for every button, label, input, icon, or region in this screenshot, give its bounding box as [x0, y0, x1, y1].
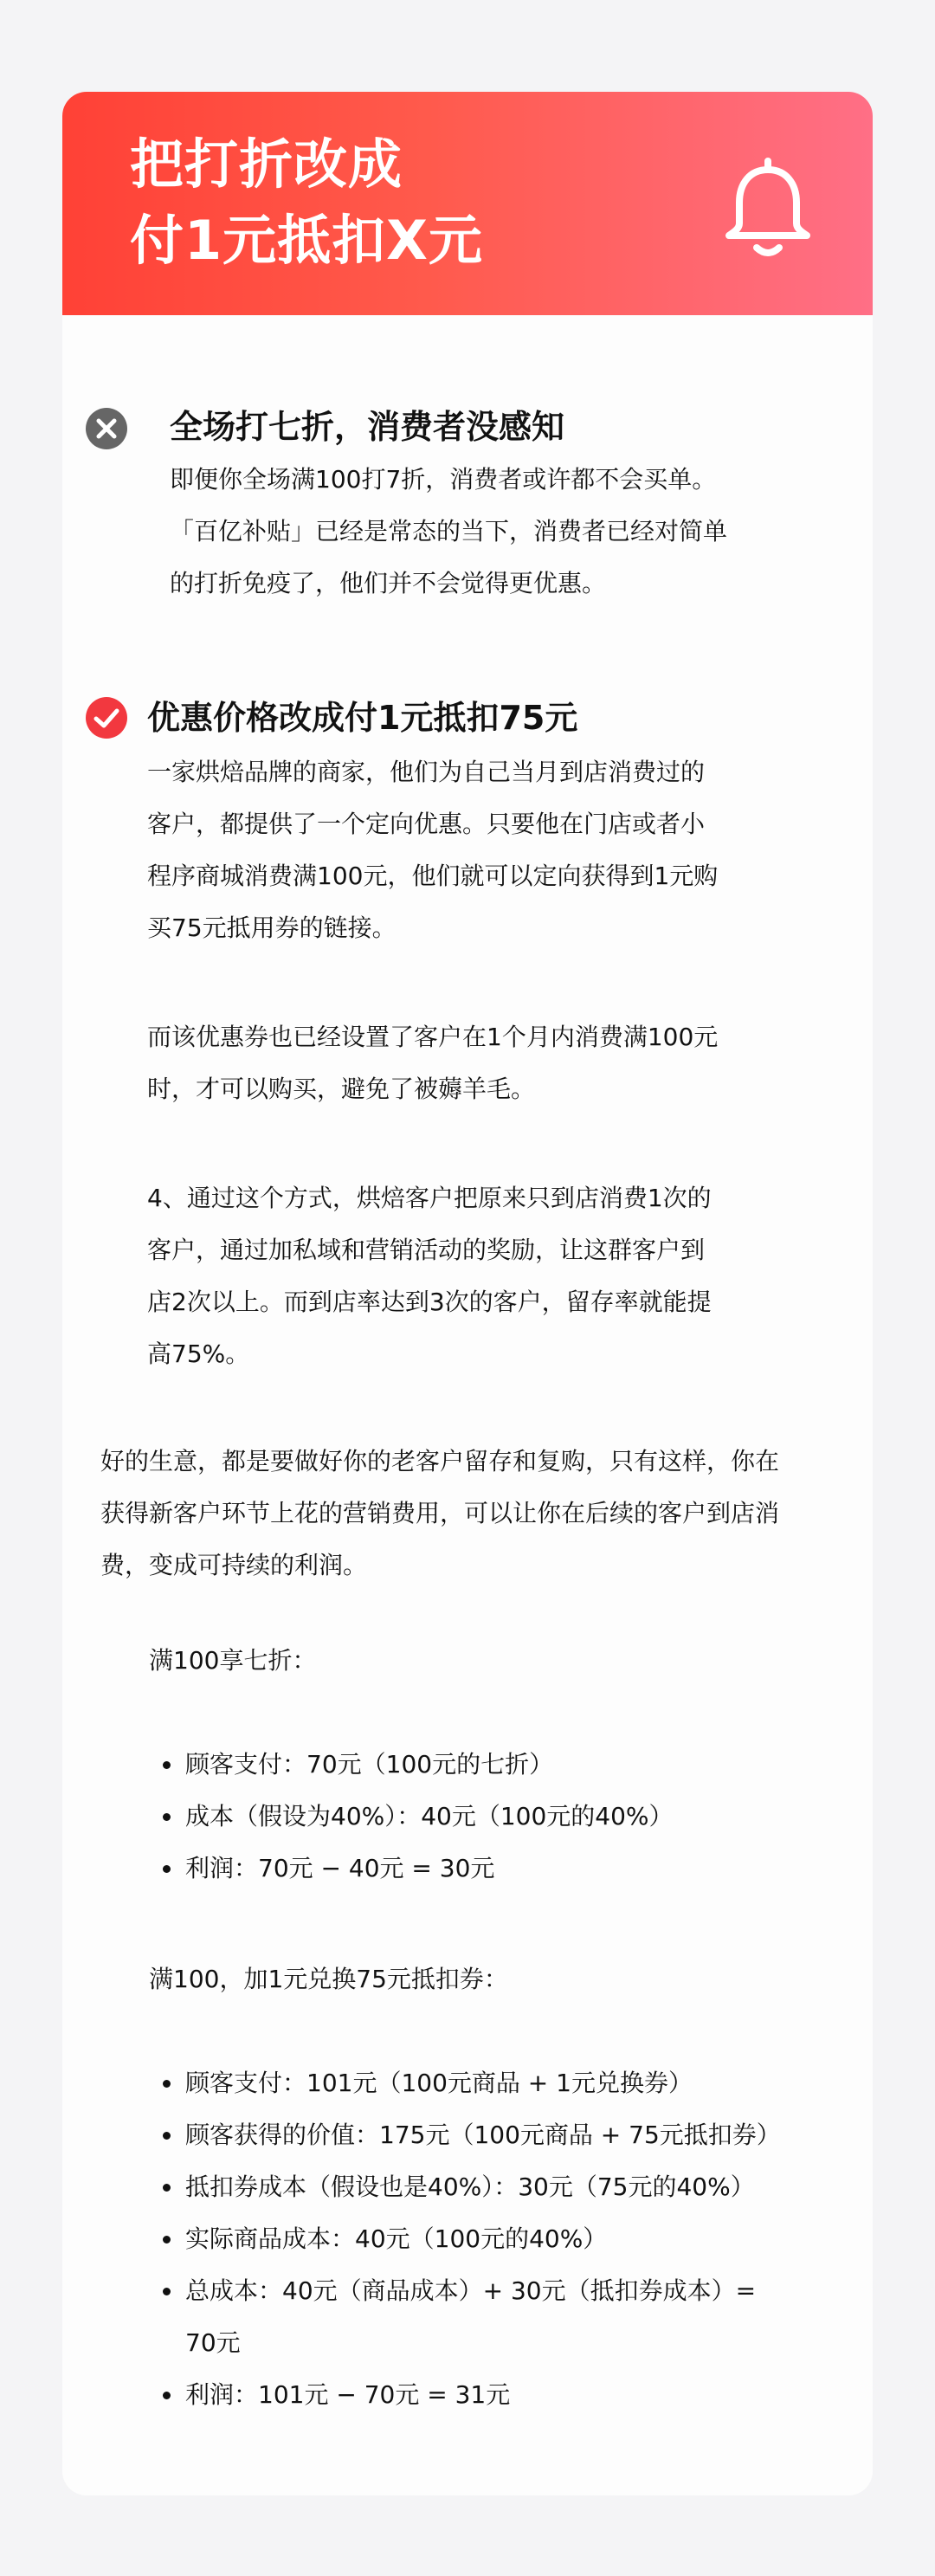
list-item: 抵扣券成本（假设也是40%）：30元（75元的40%） [163, 2161, 786, 2213]
text-line: 时，才可以购买，避免了被薅羊毛。 [147, 1075, 536, 1103]
list-item: 实际商品成本：40元（100元的40%） [163, 2213, 786, 2265]
check-circle-icon [85, 696, 128, 739]
section-bad-body [170, 454, 727, 610]
text-line: 「百亿补贴」已经是常态的当下，消费者已经对简单 [170, 517, 728, 546]
list-item: 顾客支付：101元（100元商品 + 1元兑换券） [163, 2057, 786, 2109]
text-line: 一家烘焙品牌的商家，他们为自己当月到店消费过的 [147, 758, 706, 786]
text-line: 好的生意，都是要做好你的老客户留存和复购，只有这样，你在 [100, 1447, 780, 1475]
calc-2-heading: 满100，加1元兑换75元抵扣券： [149, 1965, 508, 1993]
text-line: 费，变成可持续的利润。 [100, 1551, 368, 1579]
section-good-para-2 [147, 1011, 718, 1115]
text-line: 程序商城消费满100元，他们就可以定向获得到1元购 [147, 862, 719, 890]
content-card [62, 92, 873, 2495]
list-item: 成本（假设为40%）：40元（100元的40%） [163, 1791, 821, 1843]
title-line-1: 把打折改成 [130, 132, 403, 196]
header-banner [62, 92, 873, 315]
text-line: 客户，都提供了一个定向优惠。只要他在门店或者小 [147, 810, 706, 838]
calc-1-list [163, 1739, 821, 1895]
text-line: 买75元抵用券的链接。 [147, 914, 397, 942]
text-line: 店2次以上。而到店率达到3次的客户，留存率就能提 [147, 1288, 712, 1316]
bell-icon [720, 158, 816, 261]
list-item: 总成本：40元（商品成本）+ 30元（抵扣券成本）= 70元 [163, 2265, 786, 2369]
text-line: 的打折免疫了，他们并不会觉得更优惠。 [170, 569, 607, 597]
title-line-2: 付1元抵扣X元 [130, 209, 483, 272]
summary-paragraph [100, 1436, 779, 1591]
text-line: 高75%。 [147, 1340, 250, 1368]
list-item: 利润：70元 − 40元 = 30元 [163, 1843, 821, 1895]
section-good-para-1 [147, 746, 718, 954]
section-good-title: 优惠价格改成付1元抵扣75元 [147, 699, 578, 737]
list-item: 顾客支付：70元（100元的七折） [163, 1739, 821, 1791]
list-item: 顾客获得的价值：175元（100元商品 + 75元抵扣券） [163, 2109, 786, 2161]
section-good-para-3 [147, 1172, 712, 1380]
calc-1-heading: 满100享七折： [149, 1646, 317, 1675]
text-line: 客户，通过加私域和营销活动的奖励，让这群客户到 [147, 1236, 706, 1264]
list-item: 利润：101元 − 70元 = 31元 [163, 2369, 786, 2421]
page-title [130, 126, 483, 279]
text-line: 4、通过这个方式，烘焙客户把原来只到店消费1次的 [147, 1184, 712, 1212]
section-bad-title: 全场打七折，消费者没感知 [170, 408, 565, 446]
text-line: 获得新客户环节上花的营销费用，可以让你在后续的客户到店消 [100, 1499, 780, 1527]
text-line: 而该优惠券也已经设置了客户在1个月内消费满100元 [147, 1023, 719, 1051]
x-circle-icon [85, 407, 128, 450]
text-line: 即便你全场满100打7折，消费者或许都不会买单。 [170, 465, 717, 494]
calc-2-list [163, 2057, 786, 2421]
